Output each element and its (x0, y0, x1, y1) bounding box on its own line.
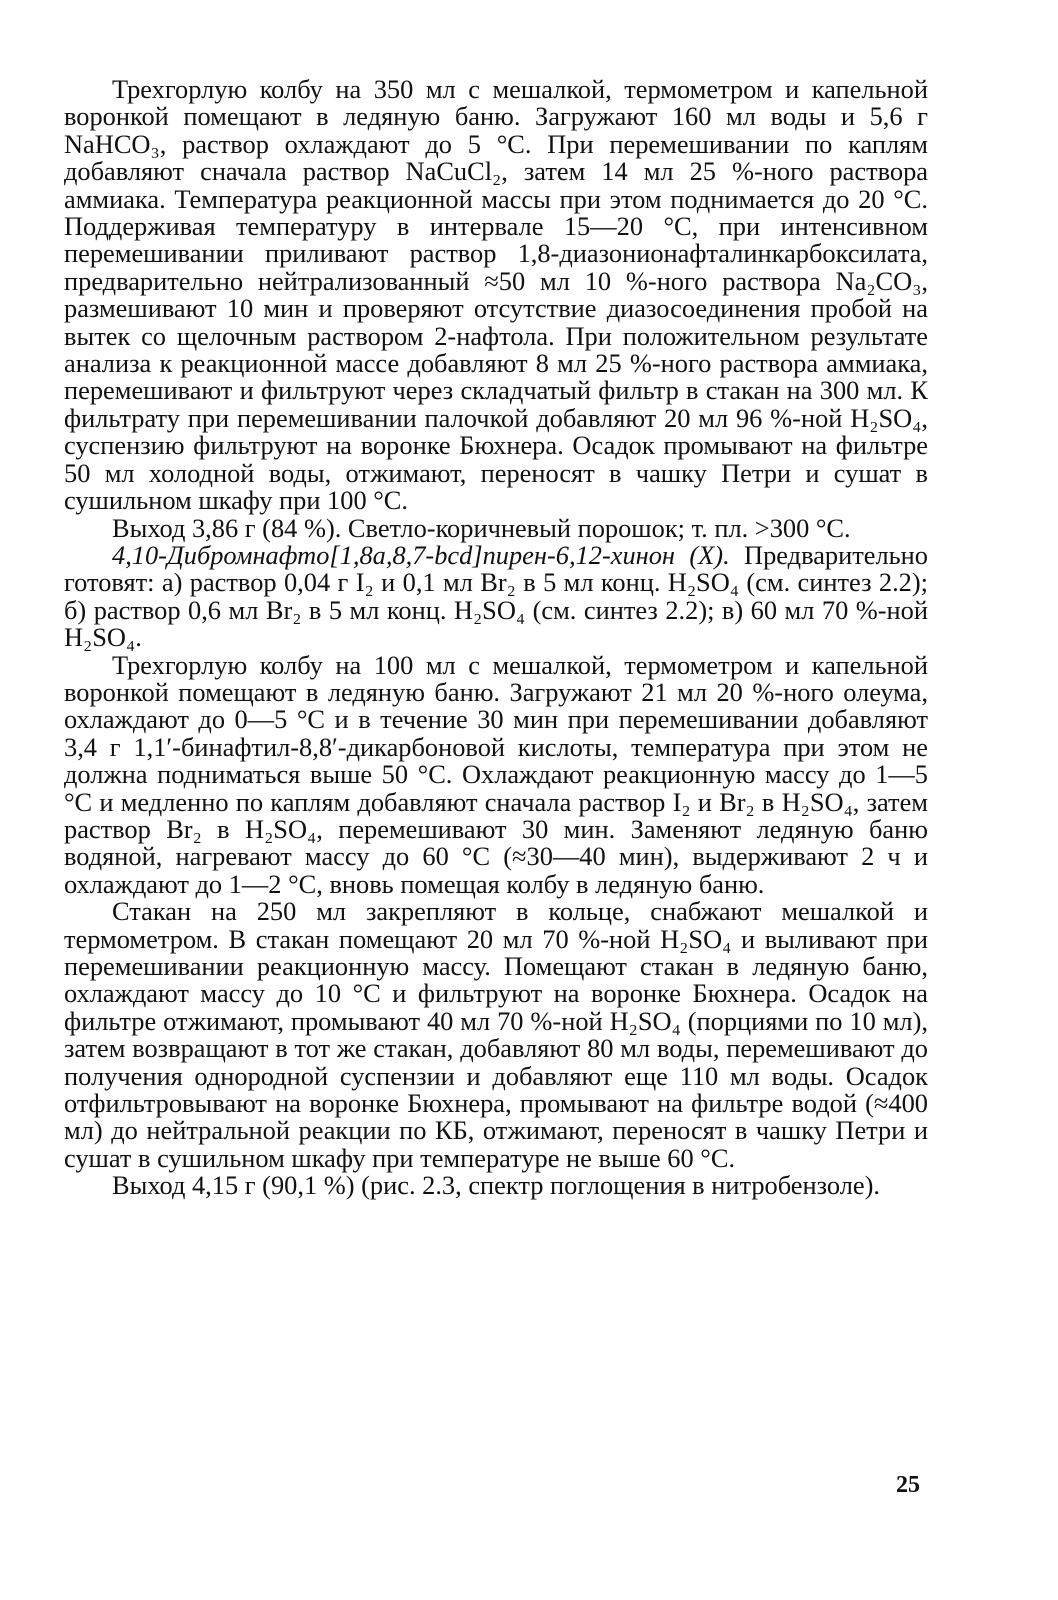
compound-title: 4,10-Дибромнафто[1,8a,8,7-bcd]пирен-6,12-хинон (X). (112, 539, 730, 570)
paragraph-yield-2: Выход 4,15 г (90,1 %) (рис. 2.3, спектр поглощения в нитробензоле). (112, 1170, 881, 1201)
paragraph-workup-procedure: Стакан на 250 мл закрепляют в кольце, снабжают мешалкой и термометром. В стакан помещают 20 мл 70 %-ной H₂SO₄ и выливают при перемешивании реакционную массу. Помещают стакан в ледяную баню, охлаждают массу до 10 °C и фильтруют на воронке Бюхнера. Осадок на фильтре отжимают, промывают 40 мл 70 %-ной H₂SO₄ (порциями по 10 мл), затем возвращают в тот же стакан, добавляют 80 мл воды, перемешивают до получения однородной суспензии и добавляют еще 110 мл воды. Осадок отфильтровывают на воронке Бюхнера, промывают на фильтре водой (≈400 мл) до нейтральной реакции по КБ, отжимают, переносят в чашку Петри и сушат в сушильном шкафу при температуре не выше 60 °C. (64, 896, 928, 1173)
paragraph-synthesis-procedure-1: Трехгорлую колбу на 350 мл с мешалкой, термометром и капельной воронкой помещают в ледяную баню. Загружают 160 мл воды и 5,6 г NaHCO₃, раствор охлаждают до 5 °C. При перемешивании по каплям добавляют сначала раствор NaCuCl₂, затем 14 мл 25 %-ного раствора аммиака. Температура реакционной массы при этом поднимается до 20 °C. Поддерживая температуру в интервале 15—20 °C, при интенсивном перемешивании приливают раствор 1,8-диазонионафталинкарбоксилата, предварительно нейтрализованный ≈50 мл 10 %-ного раствора Na₂CO₃, размешивают 10 мин и проверяют отсутствие диазосоединения пробой на вытек со щелочным раствором 2-нафтола. При положительном результате анализа к реакционной массе добавляют 8 мл 25 %-ного раствора аммиака, перемешивают и фильтруют через складчатый фильтр в стакан на 300 мл. К фильтрату при перемешивании палочкой добавляют 20 мл 96 %-ной H₂SO₄, суспензию фильтруют на воронке Бюхнера. Осадок промывают на фильтре 50 мл холодной воды, отжимают, переносят в чашку Петри и сушат в сушильном шкафу при 100 °C. (64, 74, 928, 516)
paragraph-synthesis-procedure-2: Трехгорлую колбу на 100 мл с мешалкой, термометром и капельной воронкой помещают в ледяную баню. Загружают 21 мл 20 %-ного олеума, охлаждают до 0—5 °C и в течение 30 мин при перемешивании добавляют 3,4 г 1,1′-бинафтил-8,8′-дикарбоновой кислоты, температура при этом не должна подниматься выше 50 °C. Охлаждают реакционную массу до 1—5 °C и медленно по каплям добавляют сначала раствор I₂ и Br₂ в H₂SO₄, затем раствор Br₂ в H₂SO₄, перемешивают 30 мин. Заменяют ледяную баню водяной, нагревают массу до 60 °C (≈30—40 мин), выдерживают 2 ч и охлаждают до 1—2 °C, вновь помещая колбу в ледяную баню. (64, 649, 928, 899)
paragraph-compound-x-intro (64, 539, 928, 653)
page-number: 25 (896, 1472, 920, 1498)
compound-intro-text: Предварительно готовят: а) раствор 0,04 г I₂ и 0,1 мл Br₂ в 5 мл конц. H₂SO₄ (см. синтез 2.2); б) раствор 0,6 мл Br₂ в 5 мл конц. H₂SO₄ (см. синтез 2.2); в) 60 мл 70 %-ной H₂SO₄. (64, 539, 928, 653)
page-body (64, 76, 928, 1200)
paragraph-yield-1: Выход 3,86 г (84 %). Светло-коричневый порошок; т. пл. >300 °C. (112, 512, 851, 543)
